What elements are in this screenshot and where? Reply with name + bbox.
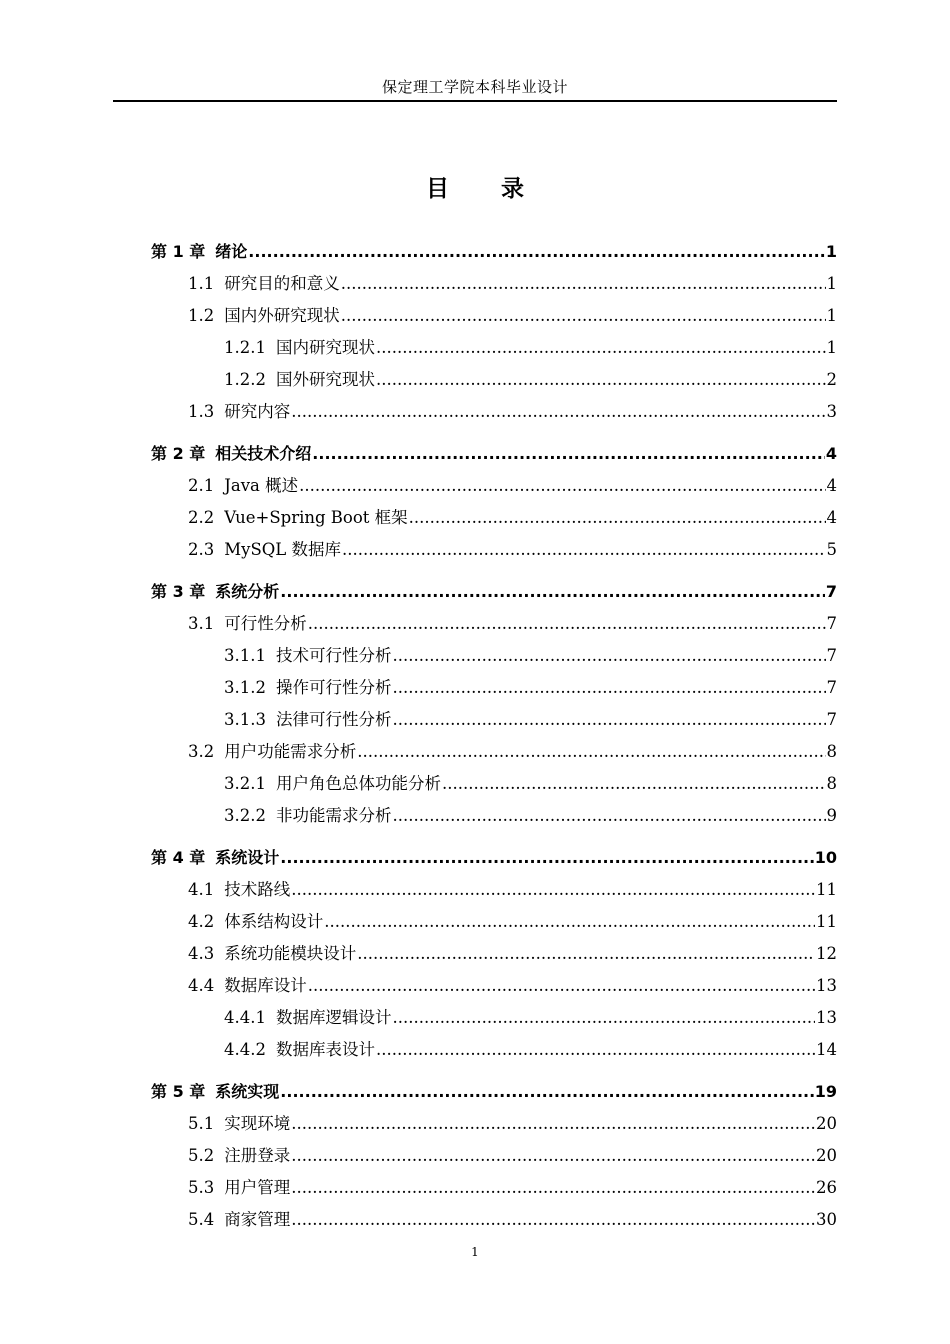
toc-leader-dots bbox=[291, 1140, 815, 1172]
toc-entry-page: 7 bbox=[826, 678, 837, 697]
toc-section-entry[interactable] bbox=[151, 534, 837, 566]
toc-entry-page: 2 bbox=[826, 370, 837, 389]
toc-leader-dots bbox=[291, 396, 825, 428]
toc-entry-title: MySQL 数据库 bbox=[224, 540, 341, 559]
toc-entry-page: 20 bbox=[816, 1114, 837, 1133]
toc-chapter-entry[interactable] bbox=[151, 236, 837, 268]
toc-entry-number: 3.1.3 bbox=[224, 710, 266, 729]
toc-leader-dots bbox=[357, 736, 825, 768]
toc-entry-title: 系统实现 bbox=[215, 1082, 280, 1101]
toc-entry-number: 4.4.2 bbox=[224, 1040, 266, 1059]
toc-entry-number: 3.1.1 bbox=[224, 646, 266, 665]
toc-entry-title: 国外研究现状 bbox=[275, 370, 375, 389]
toc-entry-number: 4.1 bbox=[188, 880, 215, 899]
toc-section-entry[interactable] bbox=[151, 906, 837, 938]
toc-section-entry[interactable] bbox=[151, 1140, 837, 1172]
toc-entry-page: 5 bbox=[826, 540, 837, 559]
toc-entry-number: 2.2 bbox=[188, 508, 215, 527]
toc-entry-title: 操作可行性分析 bbox=[275, 678, 392, 697]
toc-entry-title: 商家管理 bbox=[224, 1210, 291, 1229]
toc-entry-number: 1.2.1 bbox=[224, 338, 266, 357]
table-of-contents bbox=[151, 236, 837, 1236]
toc-entry-number: 1.1 bbox=[188, 274, 215, 293]
toc-entry-title: 用户功能需求分析 bbox=[224, 742, 357, 761]
toc-section-entry[interactable] bbox=[151, 938, 837, 970]
toc-entry-page: 10 bbox=[814, 848, 837, 867]
toc-leader-dots bbox=[341, 268, 826, 300]
toc-leader-dots bbox=[392, 704, 825, 736]
toc-entry-title: 用户管理 bbox=[224, 1178, 291, 1197]
toc-entry-number: 4.4 bbox=[188, 976, 215, 995]
toc-section-entry[interactable] bbox=[151, 874, 837, 906]
toc-entry-number: 第 1 章 bbox=[151, 242, 206, 261]
toc-subsection-entry[interactable] bbox=[151, 768, 837, 800]
toc-leader-dots bbox=[376, 332, 826, 364]
toc-leader-dots bbox=[280, 842, 813, 874]
toc-leader-dots bbox=[392, 672, 825, 704]
toc-entry-number: 5.4 bbox=[188, 1210, 215, 1229]
page-number: 1 bbox=[471, 1245, 479, 1259]
toc-entry-page: 11 bbox=[816, 912, 837, 931]
toc-entry-title: 技术路线 bbox=[224, 880, 291, 899]
toc-leader-dots bbox=[341, 300, 826, 332]
toc-entry-title: 系统分析 bbox=[215, 582, 280, 601]
toc-subsection-entry[interactable] bbox=[151, 672, 837, 704]
toc-leader-dots bbox=[291, 1204, 815, 1236]
toc-leader-dots bbox=[291, 1108, 815, 1140]
toc-entry-title: 实现环境 bbox=[224, 1114, 291, 1133]
toc-entry-number: 1.3 bbox=[188, 402, 215, 421]
toc-entry-number: 第 3 章 bbox=[151, 582, 206, 601]
toc-chapter-entry[interactable] bbox=[151, 576, 837, 608]
toc-entry-number: 1.2 bbox=[188, 306, 215, 325]
toc-leader-dots bbox=[324, 906, 815, 938]
toc-section-entry[interactable] bbox=[151, 470, 837, 502]
toc-section-entry[interactable] bbox=[151, 502, 837, 534]
toc-entry-title: 绪论 bbox=[215, 242, 248, 261]
toc-subsection-entry[interactable] bbox=[151, 704, 837, 736]
toc-entry-number: 4.4.1 bbox=[224, 1008, 266, 1027]
toc-section-entry[interactable] bbox=[151, 1108, 837, 1140]
toc-subsection-entry[interactable] bbox=[151, 364, 837, 396]
toc-entry-title: 非功能需求分析 bbox=[275, 806, 392, 825]
toc-subsection-entry[interactable] bbox=[151, 332, 837, 364]
toc-entry-number: 3.1 bbox=[188, 614, 215, 633]
toc-leader-dots bbox=[342, 534, 826, 566]
toc-entry-page: 12 bbox=[816, 944, 837, 963]
toc-chapter-entry[interactable] bbox=[151, 1076, 837, 1108]
toc-entry-page: 4 bbox=[825, 444, 837, 463]
toc-leader-dots bbox=[291, 874, 815, 906]
toc-entry-number: 第 2 章 bbox=[151, 444, 206, 463]
toc-entry-title: 国内研究现状 bbox=[275, 338, 375, 357]
toc-entry-number: 2.1 bbox=[188, 476, 215, 495]
toc-chapter-entry[interactable] bbox=[151, 842, 837, 874]
toc-entry-number: 3.2.2 bbox=[224, 806, 266, 825]
toc-entry-page: 7 bbox=[825, 582, 837, 601]
toc-leader-dots bbox=[312, 438, 825, 470]
toc-leader-dots bbox=[248, 236, 825, 268]
toc-entry-page: 9 bbox=[826, 806, 837, 825]
toc-subsection-entry[interactable] bbox=[151, 1034, 837, 1066]
header-rule bbox=[113, 100, 837, 102]
page-header: 保定理工学院本科毕业设计 bbox=[381, 78, 568, 96]
toc-entry-page: 20 bbox=[816, 1146, 837, 1165]
toc-leader-dots bbox=[357, 938, 815, 970]
toc-leader-dots bbox=[280, 1076, 813, 1108]
toc-entry-number: 2.3 bbox=[188, 540, 215, 559]
toc-section-entry[interactable] bbox=[151, 1204, 837, 1236]
toc-entry-page: 1 bbox=[826, 274, 837, 293]
toc-entry-page: 8 bbox=[826, 774, 837, 793]
toc-entry-title: 法律可行性分析 bbox=[275, 710, 392, 729]
toc-leader-dots bbox=[442, 768, 826, 800]
toc-leader-dots bbox=[392, 1002, 815, 1034]
toc-leader-dots bbox=[392, 640, 825, 672]
toc-entry-page: 4 bbox=[826, 476, 837, 495]
toc-section-entry[interactable] bbox=[151, 396, 837, 428]
toc-entry-number: 3.1.2 bbox=[224, 678, 266, 697]
toc-entry-number: 3.2.1 bbox=[224, 774, 266, 793]
toc-entry-number: 5.1 bbox=[188, 1114, 215, 1133]
toc-section-entry[interactable] bbox=[151, 736, 837, 768]
toc-entry-title: 研究目的和意义 bbox=[224, 274, 340, 293]
toc-entry-page: 4 bbox=[826, 508, 837, 527]
toc-entry-number: 1.2.2 bbox=[224, 370, 266, 389]
toc-leader-dots bbox=[280, 576, 825, 608]
toc-entry-number: 5.3 bbox=[188, 1178, 215, 1197]
toc-entry-title: 系统功能模块设计 bbox=[224, 944, 357, 963]
toc-entry-page: 1 bbox=[825, 242, 837, 261]
toc-entry-page: 1 bbox=[826, 338, 837, 357]
toc-leader-dots bbox=[376, 364, 826, 396]
toc-leader-dots bbox=[409, 502, 826, 534]
toc-subsection-entry[interactable] bbox=[151, 1002, 837, 1034]
toc-entry-page: 1 bbox=[826, 306, 837, 325]
toc-title-char-2: 录 bbox=[501, 176, 524, 202]
toc-entry-title: 相关技术介绍 bbox=[215, 444, 312, 463]
toc-entry-title: 体系结构设计 bbox=[224, 912, 324, 931]
toc-entry-number: 4.3 bbox=[188, 944, 215, 963]
toc-entry-page: 8 bbox=[826, 742, 837, 761]
toc-entry-number: 第 4 章 bbox=[151, 848, 206, 867]
toc-leader-dots bbox=[291, 1172, 815, 1204]
toc-entry-page: 7 bbox=[826, 614, 837, 633]
toc-entry-title: 数据库设计 bbox=[224, 976, 307, 995]
toc-entry-number: 第 5 章 bbox=[151, 1082, 206, 1101]
toc-leader-dots bbox=[376, 1034, 815, 1066]
toc-entry-page: 30 bbox=[816, 1210, 837, 1229]
toc-entry-title: Vue+Spring Boot 框架 bbox=[224, 508, 408, 527]
toc-entry-title: 用户角色总体功能分析 bbox=[275, 774, 441, 793]
toc-entry-title: 可行性分析 bbox=[224, 614, 307, 633]
toc-entry-number: 5.2 bbox=[188, 1146, 215, 1165]
toc-entry-page: 7 bbox=[826, 710, 837, 729]
toc-chapter-entry[interactable] bbox=[151, 438, 837, 470]
toc-section-entry[interactable] bbox=[151, 268, 837, 300]
toc-section-entry[interactable] bbox=[151, 300, 837, 332]
toc-section-entry[interactable] bbox=[151, 970, 837, 1002]
toc-subsection-entry[interactable] bbox=[151, 800, 837, 832]
toc-entry-page: 3 bbox=[826, 402, 837, 421]
toc-leader-dots bbox=[308, 608, 826, 640]
toc-leader-dots bbox=[392, 800, 825, 832]
toc-entry-page: 26 bbox=[816, 1178, 837, 1197]
toc-entry-title: 注册登录 bbox=[224, 1146, 291, 1165]
toc-entry-page: 19 bbox=[814, 1082, 837, 1101]
toc-entry-title: 数据库逻辑设计 bbox=[275, 1008, 392, 1027]
toc-entry-title: 技术可行性分析 bbox=[275, 646, 392, 665]
toc-section-entry[interactable] bbox=[151, 1172, 837, 1204]
toc-title-char-1: 目 bbox=[426, 176, 449, 202]
toc-entry-page: 7 bbox=[826, 646, 837, 665]
toc-section-entry[interactable] bbox=[151, 608, 837, 640]
toc-entry-title: 研究内容 bbox=[224, 402, 291, 421]
toc-entry-title: 国内外研究现状 bbox=[224, 306, 340, 325]
toc-entry-title: 数据库表设计 bbox=[275, 1040, 375, 1059]
toc-leader-dots bbox=[299, 470, 825, 502]
toc-entry-page: 11 bbox=[816, 880, 837, 899]
toc-subsection-entry[interactable] bbox=[151, 640, 837, 672]
toc-entry-title: Java 概述 bbox=[224, 476, 299, 495]
toc-entry-page: 13 bbox=[816, 1008, 837, 1027]
toc-leader-dots bbox=[308, 970, 815, 1002]
toc-title bbox=[0, 170, 950, 203]
toc-entry-page: 14 bbox=[816, 1040, 837, 1059]
toc-entry-number: 3.2 bbox=[188, 742, 215, 761]
toc-entry-number: 4.2 bbox=[188, 912, 215, 931]
toc-entry-title: 系统设计 bbox=[215, 848, 280, 867]
toc-entry-page: 13 bbox=[816, 976, 837, 995]
